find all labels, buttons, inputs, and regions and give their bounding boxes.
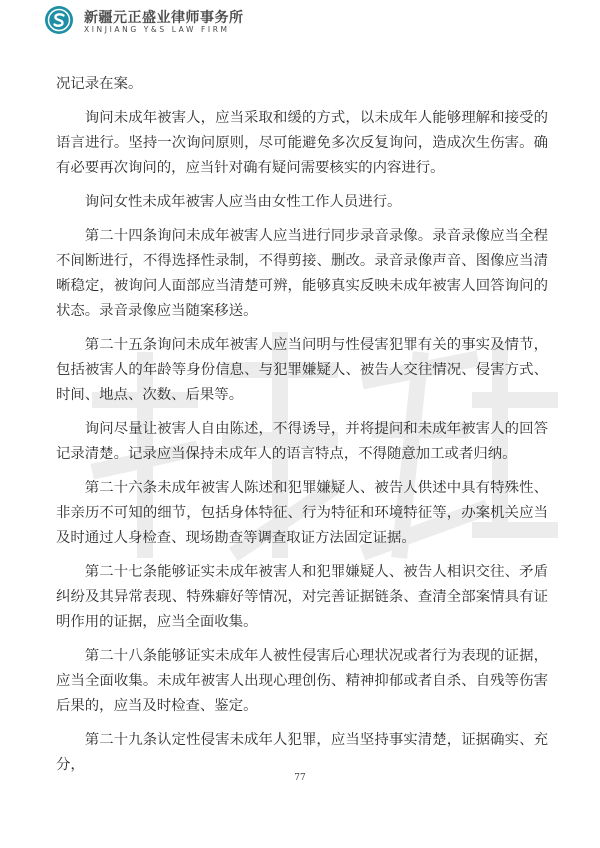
paragraph: 况记录在案。 [56,76,143,92]
document-body [56,72,548,787]
paragraph-article-27: 第二十七条能够证实未成年被害人和犯罪嫌疑人、被告人相识交往、矛盾纠纷及其异常表现、特殊癖好等情况，对完善证据链条、查清全部案情具有证明作用的证据，应当全面收集。 [56,564,548,630]
paragraph: 询问尽量让被害人自由陈述，不得诱导，并将提问和未成年被害人的回答记录清楚。记录应当保持未成年人的语言特点，不得随意加工或者归纳。 [56,421,548,462]
paragraph: 询问未成年被害人，应当采取和缓的方式，以未成年人能够理解和接受的语言进行。坚持一次询问原则，尽可能避免多次反复询问，造成次生伤害。确有必要再次询问的，应当针对确有疑问需要核实的内容进行。 [56,110,548,176]
paragraph-article-25: 第二十五条询问未成年被害人应当问明与性侵害犯罪有关的事实及情节，包括被害人的年龄等身份信息、与犯罪嫌疑人、被告人交往情况、侵害方式、时间、地点、次数、后果等。 [56,337,548,403]
paragraph-article-29: 第二十九条认定性侵害未成年人犯罪，应当坚持事实清楚，证据确实、充分， [56,732,548,773]
paragraph-article-26: 第二十六条未成年被害人陈述和犯罪嫌疑人、被告人供述中具有特殊性、非亲历不可知的细节，包括身体特征、行为特征和环境特征等，办案机关应当及时通过人身检查、现场勘查等调查取证方法固定证据。 [56,480,548,546]
paragraph-article-28: 第二十八条能够证实未成年人被性侵害后心理状况或者行为表现的证据，应当全面收集。未成年被害人出现心理创伤、精神抑郁或者自杀、自残等伤害后果的，应当及时检查、鉴定。 [56,648,548,714]
firm-logo-icon [44,5,74,35]
paragraph-article-24: 第二十四条询问未成年被害人应当进行同步录音录像。录音录像应当全程不间断进行，不得选择性录制，不得剪接、删改。录音录像声音、图像应当清晰稳定，被询问人面部应当清楚可辨，能够真实反映未成年被害人回答询问的状态。录音录像应当随案移送。 [56,228,548,319]
page-header [44,3,324,39]
firm-name-en: XINJIANG Y&S LAW FIRM [84,25,230,34]
paragraph: 询问女性未成年被害人应当由女性工作人员进行。 [84,194,402,210]
firm-name-cn: 新疆元正盛业律师事务所 [84,10,244,26]
page-number: 77 [294,773,306,783]
